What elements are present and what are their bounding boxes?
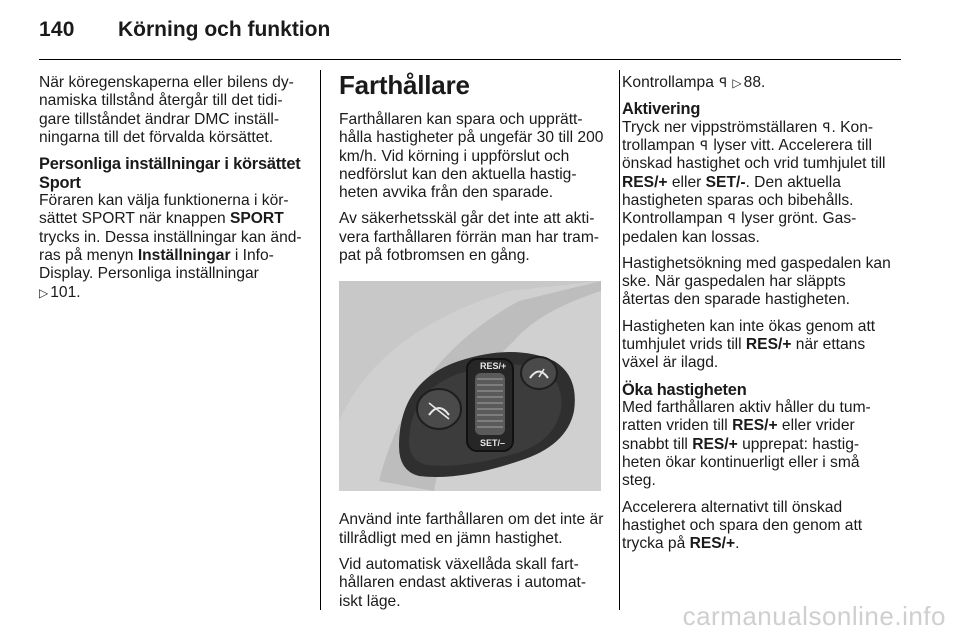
header-divider xyxy=(39,59,901,60)
cruise-lamp-icon: ꟼ xyxy=(700,138,708,154)
activation-heading: Aktivering xyxy=(622,100,701,119)
page-ref-link[interactable]: 101. xyxy=(50,283,81,301)
acceleration-paragraph: Hastighetsökning med gaspedalen kan ske. När gaspedalen har släppts återtas den sparade hastigheten. xyxy=(622,254,891,309)
cruise-lamp-icon: ꟼ xyxy=(719,75,728,90)
cruise-steady-speed-paragraph: Använd inte farthållaren om det inte är tillrådligt med en jämn hastighet. xyxy=(339,511,604,547)
page-ref-arrow-icon: ▷ xyxy=(732,76,742,90)
chapter-title: Körning och funktion xyxy=(118,18,331,41)
column-3 xyxy=(622,74,892,562)
settings-menu-label: Inställningar xyxy=(137,247,231,265)
res-plus-label: RES/+ xyxy=(480,361,507,372)
cruise-lamp-icon: ꟼ xyxy=(727,211,736,227)
control-lamp-ref-paragraph: Kontrollampa ꟼ ▷ 88. xyxy=(622,74,766,91)
sport-button-label: SPORT xyxy=(230,210,284,228)
cruise-intro-paragraph: Farthållaren kan spara och upprätt-hålla hastigheter på ungefär 30 till 200 km/h. Vid körning i uppförslut och nedförslut kan den aktuella hastig-heten avvika från den sparade. xyxy=(339,111,604,202)
increase-speed-heading: Öka hastigheten xyxy=(622,380,747,399)
res-plus-label: RES/+ xyxy=(745,336,792,354)
page-ref-arrow-icon: ▷ xyxy=(39,285,49,300)
first-gear-paragraph: Hastigheten kan inte ökas genom att tumhjulet vrids till RES/+ när ettans växel är ilagd. xyxy=(622,317,876,372)
column-divider-1 xyxy=(320,70,321,610)
cruise-automatic-paragraph: Vid automatisk växellåda skall fart-hållaren endast aktiveras i automat-iskt läge. xyxy=(339,555,587,610)
activation-paragraph: Tryck ner vippströmställaren ꟼ. Kon-trollampan ꟼ lyser vitt. Accelerera till önskad hastighet och vrid tumhjulet till RES/+ eller SET/-. Den aktuella hastigheten sparas och bibehålls. Kontrollampan ꟼ lyser grönt. Gas-pedalen kan lossas. xyxy=(622,118,886,246)
cruise-control-title: Farthållare xyxy=(339,70,470,100)
column-2 xyxy=(339,70,609,619)
res-plus-label: RES/+ xyxy=(732,417,778,435)
increase-speed-paragraph: Med farthållaren aktiv håller du tum-ratten vriden till RES/+ eller vrider snabbt till RES/+ upprepat: hastig-heten ökar kontinuerligt eller i små steg. xyxy=(622,399,871,490)
page-ref-link[interactable]: 88. xyxy=(743,74,766,91)
column-divider-2 xyxy=(619,70,620,610)
page-number: 140 xyxy=(39,18,75,41)
steering-wheel-controls-image xyxy=(339,281,601,491)
res-plus-label: RES/+ xyxy=(692,435,738,453)
page-header xyxy=(0,0,960,62)
cruise-safety-paragraph: Av säkerhetsskäl går det inte att akti-vera farthållaren förrän man har tram-pat på fotbromsen en gång. xyxy=(339,210,599,265)
steering-wheel-controls-illustration xyxy=(339,281,601,491)
dmc-paragraph: När köregenskaperna eller bilens dy-namiska tillstånd återgår till det tidi-gare tillståndet ändrar DMC inställ-ningarna till det förvalda körsättet. xyxy=(39,74,294,146)
res-plus-label: RES/+ xyxy=(622,173,668,191)
save-speed-paragraph: Accelerera alternativt till önskad hastighet och spara den genom att trycka på RES/+. xyxy=(622,498,863,553)
sport-settings-heading: Personliga inställningar i körsättet Sport xyxy=(39,155,301,192)
sport-settings-paragraph: Föraren kan välja funktionerna i kör-sättet SPORT när knappen SPORT trycks in. Dessa inställningar kan änd-ras på menyn Inställningar i Info-Display. Personliga inställningar ▷ 101. xyxy=(39,192,302,301)
res-plus-label: RES/+ xyxy=(689,535,736,553)
watermark: carmanualsonline.info xyxy=(682,601,946,631)
set-minus-label: SET/– xyxy=(480,438,506,449)
cruise-lamp-icon: ꟼ xyxy=(822,119,831,135)
column-1 xyxy=(39,74,309,310)
set-minus-label: SET/- xyxy=(705,173,746,191)
